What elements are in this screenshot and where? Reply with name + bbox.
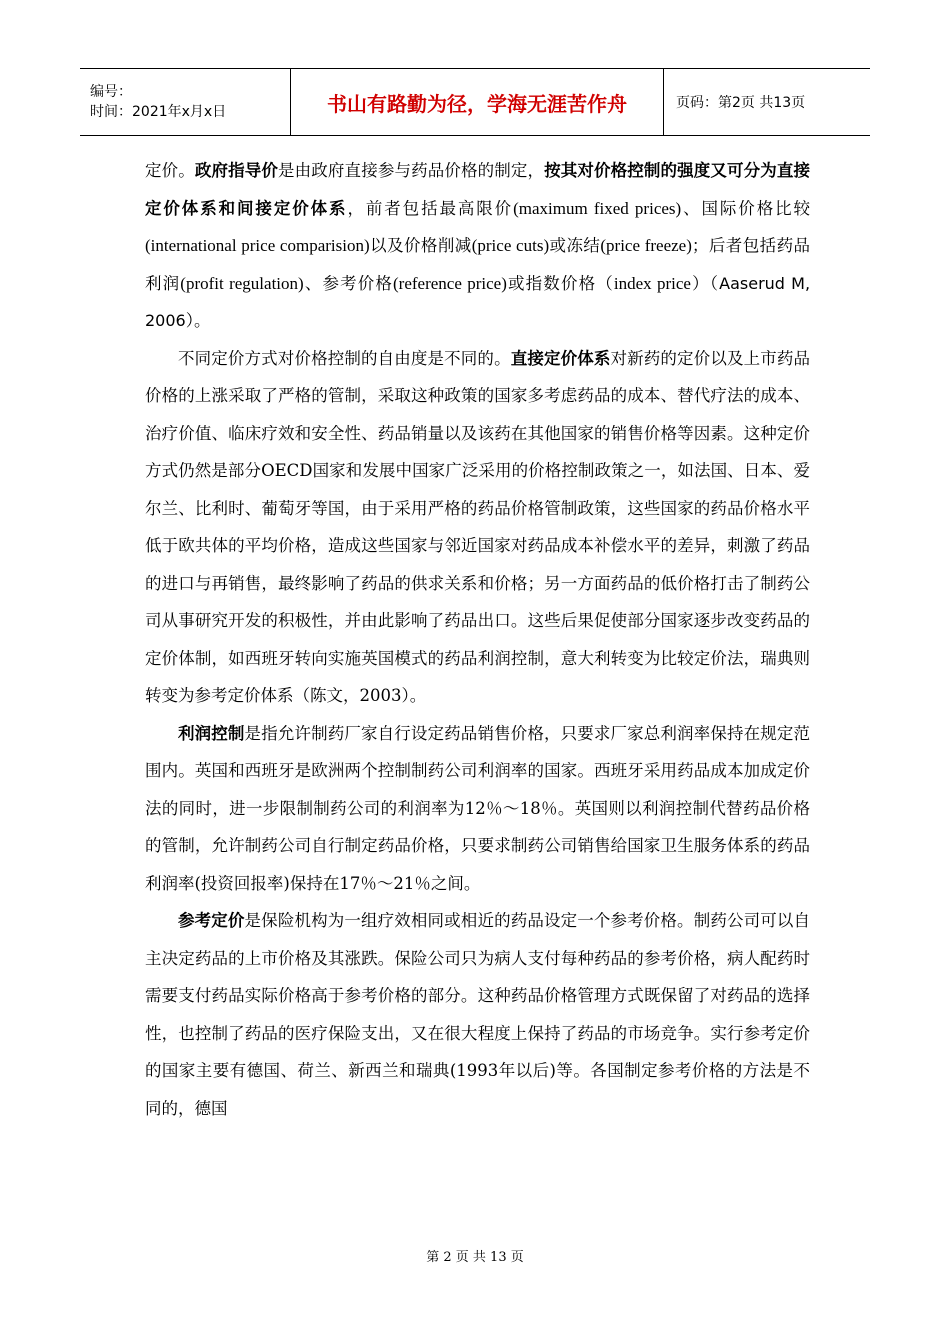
bold-term: 政府指导价: [194, 161, 279, 180]
latin-term: (price cuts): [471, 236, 550, 255]
page-footer: 第 2 页 共 13 页: [426, 1250, 524, 1265]
latin-term: index price: [613, 273, 691, 293]
number-label: 编号：: [90, 84, 132, 100]
latin-term: (maximum fixed prices): [513, 198, 682, 218]
paragraph-4: [145, 902, 810, 1127]
text-run: ）。: [185, 311, 211, 330]
latin-term: (profit regulation): [180, 273, 304, 293]
header-table: [80, 68, 870, 136]
citation: Aaserud M, 2006: [145, 273, 811, 330]
text-run: ，前者包括最高限价: [347, 198, 514, 218]
text-run: 不同定价方式对价格控制的自由度是不同的。: [178, 348, 511, 368]
paragraph-2: [145, 340, 810, 715]
text-run: 是由政府直接参与药品价格的制定，: [278, 161, 545, 180]
text-run: 以及价格削减: [369, 236, 472, 255]
latin-term: (reference price): [393, 273, 507, 293]
header-page-code: 页码：第2页 共13页: [664, 69, 871, 136]
latin-term: (international price comparision): [145, 236, 370, 255]
text-run: 是指允许制药厂家自行设定药品销售价格，只要求厂家总利润率保持在规定范围内。英国和西班牙是欧洲两个控制制药公司利润率的国家。西班牙采用药品成本加成定价法的同时，进一步限制制药公司的利润率为12％～18％。英国则以利润控制代替药品价格的管制，允许制药公司自行制定药品价格，只要求制药公司销售给国家卫生服务体系的药品利润率(投资回报率)保持在17％～21％之间。: [145, 723, 811, 893]
time-label: 时间：2021年x月x日: [90, 104, 227, 120]
bold-phrase: 按其对价格控制的强度又可分为直接定价体系和间接定价体系: [145, 161, 811, 218]
document-body: [145, 152, 810, 1127]
text-run: 对新药的定价以及上市药品价格的上涨采取了严格的管制，采取这种政策的国家多考虑药品的成本、替代疗法的成本、治疗价值、临床疗效和安全性、药品销量以及该药在其他国家的销售价格等因素。这种定价方式仍然是部分OECD国家和发展中国家广泛采用的价格控制政策之一，如法国、日本、爱尔兰、比利时、葡萄牙等国，由于采用严格的药品价格管制政策，这些国家的药品价格水平低于欧共体的平均价格，造成这些国家与邻近国家对药品成本补偿水平的差异，刺激了药品的进口与再销售，最终影响了药品的供求关系和价格；另一方面药品的低价格打击了制药公司从事研究开发的积极性，并由此影响了药品出口。这些后果促使部分国家逐步改变药品的定价体制，如西班牙转向实施英国模式的药品利润控制，意大利转变为比较定价法，瑞典则转变为参考定价体系（陈文，2003）。: [145, 348, 811, 705]
text-run: ；后者包括药品利润: [145, 236, 811, 293]
bold-term: 利润控制: [178, 723, 245, 743]
text-run: ）（: [690, 273, 720, 293]
text-run: 、国际价格比较: [681, 198, 811, 218]
bold-term: 参考定价: [178, 911, 245, 930]
text-run: 、参考价格: [303, 273, 393, 293]
text-run: 定价。: [145, 161, 195, 180]
paragraph-1: [145, 152, 810, 340]
text-run: 或指数价格（: [506, 273, 614, 293]
header-motto: 书山有路勤为径，学海无涯苦作舟: [291, 69, 664, 136]
latin-term: (price freeze): [600, 236, 692, 255]
bold-term: 直接定价体系: [510, 348, 611, 368]
text-run: 或冻结: [549, 236, 601, 255]
header-meta-cell: [80, 69, 291, 136]
text-run: 是保险机构为一组疗效相同或相近的药品设定一个参考价格。制药公司可以自主决定药品的上市价格及其涨跌。保险公司只为病人支付每种药品的参考价格，病人配药时需要支付药品实际价格高于参考价格的部分。这种药品价格管理方式既保留了对药品的选择性，也控制了药品的医疗保险支出，又在很大程度上保持了药品的市场竞争。实行参考定价的国家主要有德国、荷兰、新西兰和瑞典(1993年以后)等。各国制定参考价格的方法是不同的，德国: [145, 911, 811, 1118]
paragraph-3: [145, 715, 810, 903]
